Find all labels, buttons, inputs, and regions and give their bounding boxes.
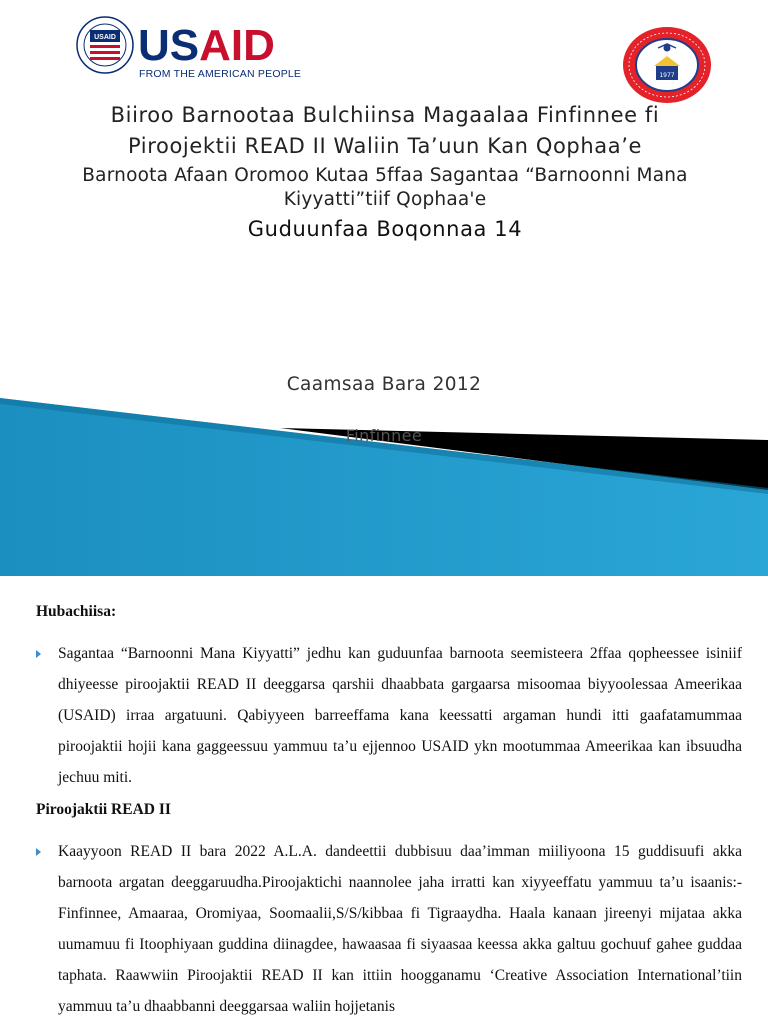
- usaid-tagline: FROM THE AMERICAN PEOPLE: [139, 68, 302, 80]
- title-line-2: Piroojektii READ II Waliin Ta’uun Kan Qophaa’e: [127, 134, 642, 158]
- bullet-arrow-icon: [36, 848, 41, 856]
- heading-hubachiisa: Hubachiisa:: [36, 603, 117, 620]
- date-line: Caamsaa Bara 2012: [286, 374, 482, 395]
- svg-text:USAID: USAID: [94, 34, 116, 41]
- unit-title: Guduunfaa Boqonnaa 14: [247, 217, 523, 241]
- usaid-wordmark: USAID: [138, 21, 275, 70]
- svg-text:1977: 1977: [659, 72, 675, 79]
- usaid-logo: [76, 16, 302, 88]
- paragraph-hubachiisa: Sagantaa “Barnoonni Mana Kiyyatti” jedhu kan guduunfaa barnoota seemisteera 2ffaa qopheessee isiniif dhiyeesse piroojaktii READ II deeggarsa qarshii dhaabbata gargaarsa misoomaa biyyoolessaa Ameerikaa (USAID) irraa argatuuni. Qabiyyeen barreeffama kana keessatti argaman hundi itti gaafatamummaa piroojaktii hojii kana gaggeessuu yammuu ta’u ejjennoo USAID ykn mootummaa Ameerikaa kan ibsuudha jechuu miti.: [58, 645, 742, 786]
- place-line: Finfinnee: [345, 426, 423, 445]
- subtitle: Barnoota Afaan Oromoo Kutaa 5ffaa Sagantaa “Barnoonni Mana Kiyyatti”tiif Qophaa'e: [82, 165, 688, 210]
- paragraph-piroojaktii: Kaayyoon READ II bara 2022 A.L.A. dandeettii dubbisuu daa’imman miiliyoona 15 guddisuufi akka barnoota argatan deeggaruudha.Piroojaktichi naannolee jaha irratti kan xiyyeeffatu yammuu ta’u isaanis:- Finfinnee, Amaaraa, Oromiyaa, Soomaalii,S/S/kibbaa fi Tigraaydha. Haala kanaan jireenyi mijataa akka uumamuu fi Itoophiyaan guddina diinagdee, hawaasaa fi siyaasaa keessa akka galtuu gochuuf gahee guddaa taphata. Raawwiin Piroojaktii READ II kan ittiin hoogganamu ‘Creative Association International’tiin yammuu ta’u dhaabbanni deeggarsaa waliin hojjetanis: [58, 843, 742, 1015]
- heading-piroojaktii: Piroojaktii READ II: [36, 801, 171, 818]
- title-line-1: Biiroo Barnootaa Bulchiinsa Magaalaa Finfinnee fi: [110, 103, 660, 127]
- document-body: [0, 576, 768, 1024]
- decorative-wave-band: [0, 398, 768, 576]
- usaid-seal-icon: [76, 16, 134, 74]
- education-bureau-seal-icon: [622, 26, 712, 104]
- bullet-arrow-icon: [36, 650, 41, 658]
- slide-title-block: [40, 100, 730, 244]
